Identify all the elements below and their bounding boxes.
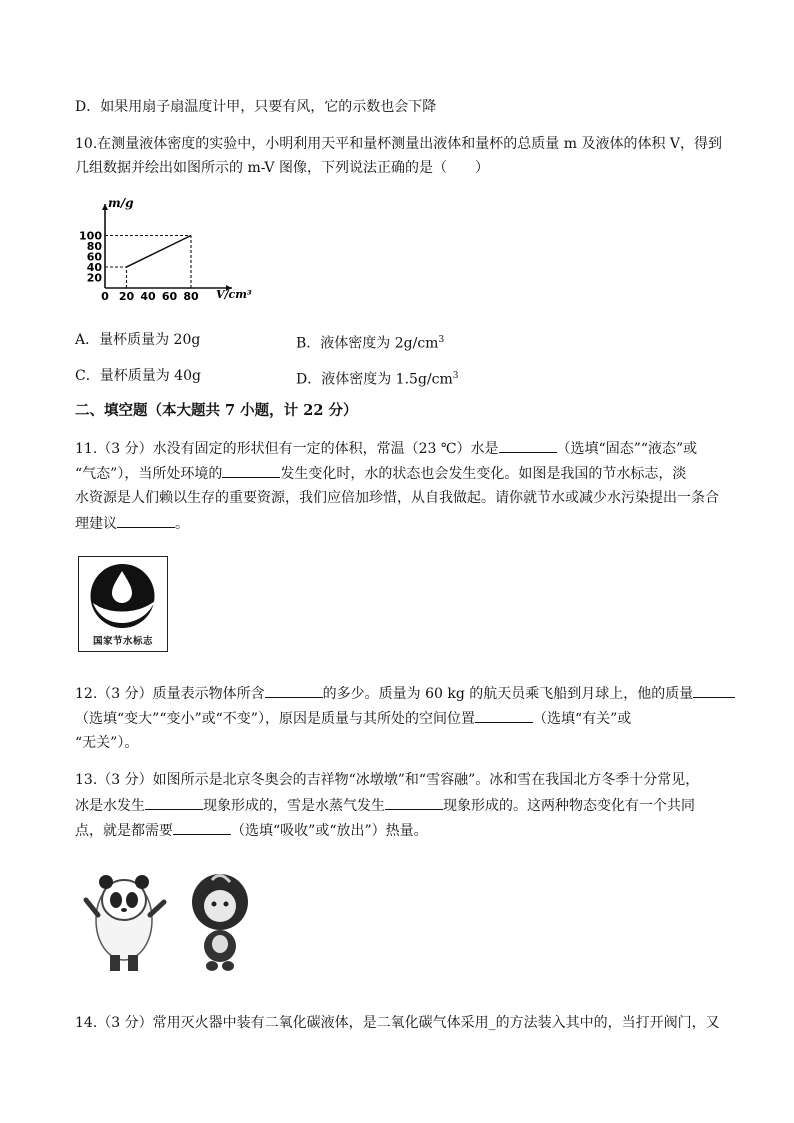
q11-line1 (75, 438, 697, 459)
answer-blank[interactable] (173, 820, 231, 835)
q11-line4 (75, 513, 189, 534)
q10-option-d (296, 366, 458, 390)
q13-line3 (75, 820, 428, 841)
section-heading: 二、填空题（本大题共 7 小题，计 22 分） (75, 402, 358, 419)
x-tick-label: 80 (183, 290, 199, 303)
q13-text-2c: 现象形成的。这两种物态变化有一个共同 (443, 798, 695, 814)
chart-y-ticks (79, 230, 102, 285)
q13-text-2b: 现象形成的，雪是水蒸气发生 (203, 798, 385, 814)
answer-blank[interactable] (499, 438, 557, 453)
q12-text-2b: （选填“有关”或 (532, 711, 632, 727)
x-tick-label: 40 (140, 290, 156, 303)
answer-blank[interactable] (265, 683, 323, 698)
answer-blank[interactable] (145, 795, 203, 810)
water-drop-icon (79, 561, 166, 631)
answer-blank[interactable] (385, 795, 443, 810)
chart-series (127, 236, 192, 268)
q10-option-b-sup: 3 (438, 335, 445, 345)
answer-blank[interactable] (222, 463, 280, 478)
answer-blank[interactable] (693, 683, 735, 698)
y-tick-label: 40 (86, 261, 102, 274)
water-saving-logo (78, 556, 168, 652)
q10-option-d-text: D．液体密度为 1.5g/cm (296, 371, 453, 388)
q10-option-b (296, 330, 444, 354)
q13-line1: 13.（3 分）如图所示是北京冬奥会的吉祥物“冰墩墩”和“雪容融”。冰和雪在我国北方冬季十分常见， (75, 772, 700, 788)
q12-text-1a: 12.（3 分）质量表示物体所含 (75, 686, 265, 702)
q10-stem-line2: 几组数据并绘出如图所示的 m-V 图像，下列说法正确的是（ ） (75, 160, 489, 176)
q10-option-b-text: B．液体密度为 2g/cm (296, 335, 439, 352)
q13-line2 (75, 795, 695, 816)
q10-stem-line1: 10.在测量液体密度的实验中，小明利用天平和量杯测量出液体和量杯的总质量 m 及液体的体积 V，得到 (75, 136, 722, 152)
q12-line1 (75, 683, 735, 704)
y-tick-label: 20 (86, 271, 102, 285)
y-tick-label: 100 (79, 229, 102, 243)
q13-text-2a: 冰是水发生 (75, 798, 145, 814)
q12-line2 (75, 708, 631, 729)
chart-xlabel: V/cm³ (216, 288, 252, 301)
q10-option-a: A．量杯质量为 20g (75, 332, 201, 348)
q11-text-2b: 发生变化时，水的状态也会发生变化。如图是我国的节水标志，淡 (280, 466, 687, 482)
logo-caption: 国家节水标志 (92, 636, 153, 647)
x-tick-label: 60 (161, 290, 178, 303)
x-tick-label: 0 (101, 290, 109, 303)
q12-text-2a: （选填“变大”“变小”或“不变”），原因是质量与其所处的空间位置 (75, 711, 475, 727)
bing-dwen-dwen-mascot (86, 875, 164, 971)
q11-text-4a: 理建议 (75, 516, 117, 532)
answer-blank[interactable] (117, 513, 175, 528)
m-v-chart (79, 192, 257, 307)
q11-text-1a: 11.（3 分）水没有固定的形状但有一定的体积，常温（23 ℃）水是 (75, 441, 499, 457)
olympic-mascots-image (80, 860, 280, 978)
q12-line3: “无关”）。 (75, 735, 139, 751)
q13-text-3a: 点，就是都需要 (75, 823, 173, 839)
q10-option-d-sup: 3 (452, 371, 459, 381)
chart-ylabel: m/g (108, 196, 134, 210)
q11-text-4b: 。 (175, 516, 189, 532)
q10-option-c: C．量杯质量为 40g (75, 368, 201, 384)
y-tick-label: 80 (86, 240, 102, 253)
q9-option-d: D．如果用扇子扇温度计甲，只要有风，它的示数也会下降 (75, 99, 437, 115)
shuey-rhon-rhon-mascot (192, 874, 248, 971)
q12-text-1b: 的多少。质量为 60 kg 的航天员乘飞船到月球上，他的质量 (322, 686, 694, 702)
y-tick-label: 60 (86, 250, 102, 264)
x-tick-label: 20 (118, 290, 135, 303)
q11-text-1b: （选填“固态”“液态”或 (556, 441, 698, 457)
q11-line2 (75, 463, 686, 484)
answer-blank[interactable] (475, 708, 533, 723)
q11-line3: 水资源是人们赖以生存的重要资源，我们应倍加珍惜，从自我做起。请你就节水或减少水污染提出一条合 (75, 490, 719, 506)
q11-text-2a: “气态”），当所处环境的 (75, 466, 223, 482)
chart-x-ticks (101, 290, 199, 303)
chart-guides (105, 236, 191, 289)
q13-text-3b: （选填“吸收”或“放出”）热量。 (231, 823, 428, 839)
series-line (127, 236, 192, 268)
q14-line1: 14.（3 分）常用灭火器中装有二氧化碳液体，是二氧化碳气体采用_的方法装入其中的，当打开阀门，又 (75, 1015, 720, 1031)
